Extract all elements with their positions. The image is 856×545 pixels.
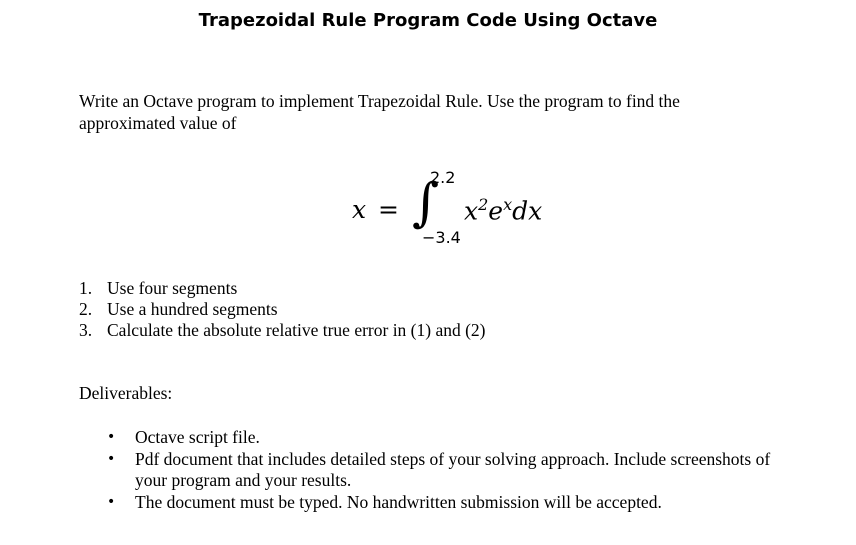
equation-lhs: x xyxy=(352,195,367,224)
integral-equation xyxy=(352,168,612,252)
bullet-icon: • xyxy=(107,450,116,467)
task-item xyxy=(79,320,779,341)
integrand-exponent-x: x xyxy=(503,195,513,214)
task-text: Use four segments xyxy=(107,278,238,298)
integral-lower-limit: −3.4 xyxy=(422,228,461,247)
task-text: Use a hundred segments xyxy=(107,299,278,319)
deliverable-text: The document must be typed. No handwritten submission will be accepted. xyxy=(135,491,662,512)
task-item xyxy=(79,299,779,320)
deliverables-heading: Deliverables: xyxy=(79,383,173,403)
integrand xyxy=(464,195,542,225)
task-number: 1. xyxy=(79,278,93,298)
deliverable-item xyxy=(107,449,797,492)
page-title: Trapezoidal Rule Program Code Using Octave xyxy=(198,10,658,31)
deliverable-item xyxy=(107,492,797,514)
integral-upper-limit: 2.2 xyxy=(430,168,456,187)
integral-sign: ∫ xyxy=(412,173,440,233)
deliverable-text: Octave script file. xyxy=(135,427,260,447)
integrand-exponent-2: 2 xyxy=(478,195,489,214)
deliverables-list xyxy=(107,427,797,513)
integrand-differential: dx xyxy=(512,196,543,226)
integrand-base-e: e xyxy=(488,196,504,226)
bullet-icon: • xyxy=(107,429,116,445)
deliverable-item xyxy=(107,427,797,449)
deliverable-text: Pdf document that includes detailed steps of your solving approach. Include screenshots of your program and your results. xyxy=(135,448,771,490)
integrand-base-x: x xyxy=(464,196,479,226)
task-text: Calculate the absolute relative true error in (1) and (2) xyxy=(107,320,486,340)
task-item xyxy=(79,278,779,299)
equation-equals-sign: = xyxy=(378,195,399,224)
task-number: 3. xyxy=(79,320,93,340)
task-list xyxy=(79,278,779,341)
intro-paragraph: Write an Octave program to implement Trapezoidal Rule. Use the program to find the approximated value of xyxy=(79,91,680,133)
task-number: 2. xyxy=(79,299,93,319)
bullet-icon: • xyxy=(107,493,116,510)
